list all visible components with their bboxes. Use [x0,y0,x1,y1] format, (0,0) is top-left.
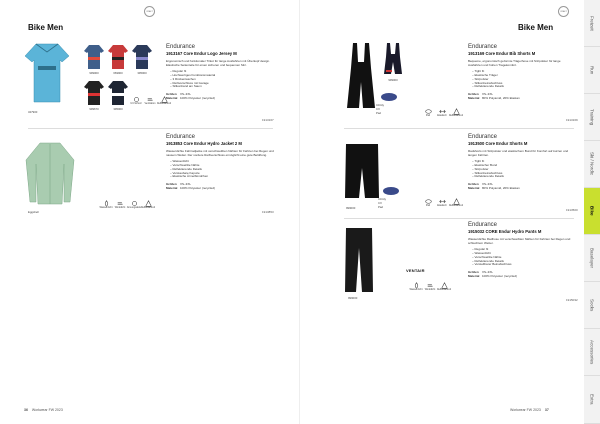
jersey-variant-image[interactable] [131,44,153,70]
tab-run[interactable]: Run [584,47,600,94]
feature-icon: Ventilation [144,96,156,106]
feature-item: – Silikonbeinabschluss [472,172,572,176]
product-specs: Größen XS–3XL Material 100% Polyester (recycled) [166,91,216,100]
feature-list [166,160,276,179]
variant-label: 999000 [346,206,356,210]
tab-socks[interactable]: Socks [584,282,600,329]
tab-ski-nordic[interactable]: Ski / Nordic [584,141,600,188]
pad-image [382,186,400,196]
tab-freizeit[interactable]: Freizeit [584,0,600,47]
product-info [166,134,276,190]
product-sku: 1913167 [262,118,274,122]
pad-label: Infinity CX Pad [376,103,385,115]
divider [344,218,574,219]
hydro-pants-image [344,226,374,294]
feature-icon: Reflektierend [450,198,462,208]
product-description: Wasserdichte Fahrradjacke mit verschweißten Nähten für Fahrten bei Regen und nassem Wetter. Der vordere Reißverschluss ermöglicht eine gute Belüftung. [166,149,274,157]
tab-accessories[interactable]: Accessories [584,329,600,376]
product-series: Endurance [166,134,196,140]
feature-icon: Atmungsaktiv [128,200,140,210]
feature-item: – Silikonbeinabschluss [472,82,572,86]
product-description: Radshorts mit Sitzpolster und elastischem Bund für Komfort auf kurzen und langen Fahrten. [468,149,569,157]
jacket-main-image [24,140,76,208]
feature-item: – Reflektierende Details [472,260,572,264]
feature-item: – 3 Rückentaschen [170,78,276,82]
feature-list [468,160,572,179]
pad-label: Infinity CX Pad [378,197,387,209]
feature-item: – Reflektierende Details [472,175,572,179]
feature-list [468,70,572,89]
variant-label: 999000 [388,78,398,82]
feature-item: – Wasserdicht [472,252,572,256]
variant-label: 669900 [113,71,123,75]
feature-item: – Hochwertiges Funktionsmaterial [170,74,276,78]
page-category-right: Bike Men [518,23,554,32]
product-series: Endurance [468,222,498,228]
jersey-main-image [24,42,70,104]
feature-icon: Wasserdicht [100,200,112,210]
variant-label: 999000 [89,71,99,75]
product-info [468,44,572,100]
tab-extra[interactable]: Extra [584,376,600,424]
product-specs: Größen XS–3XL Material 100% Polyester (recycled) [166,181,216,190]
bib-shorts-image [344,42,378,110]
product-sku: 1913500 [566,208,578,212]
variant-label: 395000 [113,107,123,111]
feature-list [166,70,276,89]
product-title: 1915032 CORE Endur Hydro Pants M [468,229,542,234]
feature-icon: Reflektierend [142,200,154,210]
feature-icon: Reflektierend [450,108,462,118]
feature-icon: Pad [422,198,434,208]
feature-icon: Reflektierend [158,96,170,106]
product-series: Endurance [468,134,498,140]
pad-image [380,92,398,102]
feature-icon: Reflektierend [438,282,450,292]
feature-item: – Reißverschluss mit Garage [170,82,276,86]
page-category-left: Bike Men [28,23,64,32]
product-title: 1913169 Core Endur Bib Shorts M [468,51,536,56]
feature-item: – Regular fit [170,70,276,74]
variant-label: 347900 [28,110,38,114]
feature-item: – Elastische Träger [472,74,572,78]
feature-icon: Elastisch [436,198,448,208]
feature-icons [422,108,462,118]
product-sku: 1913169 [566,118,578,122]
product-description: Bequeme, ergonomisch geformte Trägerhose mit Sitzpolster für lange Ausfahrten und hohen Tragekomfort. [468,59,561,67]
section-tabs [584,0,600,424]
product-specs: Größen XS–3XL Material 80% Polyamid, 20% Elastan [468,181,520,190]
feature-item: – Elastischer Bund [472,164,572,168]
variant-label: 999670 [89,107,99,111]
feature-item: – Verstellbarer Beinabschluss [472,263,572,267]
feature-item: – Reflektierende Details [472,85,572,89]
jersey-variant-image[interactable] [107,44,129,70]
jersey-variant-image[interactable] [107,80,129,106]
tab-baselayer[interactable]: Baselayer [584,235,600,282]
feature-icon: Pad [422,108,434,118]
feature-item: – Verschweißte Nähte [170,164,276,168]
feature-icons [410,282,450,292]
feature-item: – Sitzpolster [472,168,572,172]
product-info [166,44,276,100]
shorts-image [344,142,380,202]
feature-item: – Silikonband am Saum [170,85,276,89]
variant-label: 395000 [137,71,147,75]
brand-logo: CRAFT [558,6,569,17]
tab-training[interactable]: Training [584,94,600,141]
feature-list [468,248,572,267]
product-sku: 1915032 [566,298,578,302]
feature-item: – Wasserdicht [170,160,276,164]
feature-icons [422,198,462,208]
page-folio-left: 36 Workwear FW 2023 [24,408,63,412]
product-description: Wasserdichte Radhose mit verschweißten Nähten für Fahrten bei Regen und schlechtem Wetter. [468,237,571,245]
jersey-variant-image[interactable] [83,44,105,70]
product-description: Ergonomisch und funktionaler Trikot für lange Ausfahrten mit Überkopf design. Elastische Seitenteile für einen sicheren und bequemen Sitz. [166,59,270,67]
product-specs: Größen XS–3XL Material 80% Polyamid, 20% Elastan [468,91,520,100]
product-info [468,222,572,278]
feature-icon: Wasserdicht [410,282,422,292]
feature-item: – Sitzpolster [472,78,572,82]
feature-item: – Elastische Ärmelbündchen [170,175,276,179]
brand-logo: CRAFT [144,6,155,17]
product-info [468,134,572,190]
feature-item: – Regular fit [472,248,572,252]
divider [28,128,273,129]
right-page [300,0,600,424]
feature-item: – Verstaubare Kapuze [170,172,276,176]
product-title: 1913853 Core Endur Hydro Jacket 2 M [166,141,242,146]
product-specs: Größen XS–3XL Material 100% Polyester (recycled) [468,269,518,278]
variant-label: Eggshell [28,210,39,214]
product-series: Endurance [166,44,196,50]
divider [344,128,574,129]
page-folio-right: Workwear FW 2023 37 [510,408,549,412]
feature-icon: Winddicht [114,200,126,210]
feature-item: – Tight fit [472,70,572,74]
variant-label: 999000 [348,296,358,300]
jersey-variant-image[interactable] [83,80,105,106]
feature-icon: Elastisch [436,108,448,118]
product-title: 1913167 Core Endur Logo Jersey M [166,51,237,56]
bib-shorts-variant-image[interactable] [382,42,404,76]
feature-icon: Winddicht [424,282,436,292]
product-sku: 1913853 [262,210,274,214]
feature-icon: UV-Schutz [130,96,142,106]
feature-icons [130,96,170,106]
ventair-badge: VENTAIR [406,268,425,273]
tab-bike[interactable]: Bike [584,188,600,235]
feature-item: – Reflektierende Details [170,168,276,172]
feature-icons [100,200,154,210]
feature-item: – Tight fit [472,160,572,164]
feature-item: – Verschweißte Nähte [472,256,572,260]
product-title: 1913500 Core Endur Shorts M [468,141,528,146]
product-series: Endurance [468,44,498,50]
